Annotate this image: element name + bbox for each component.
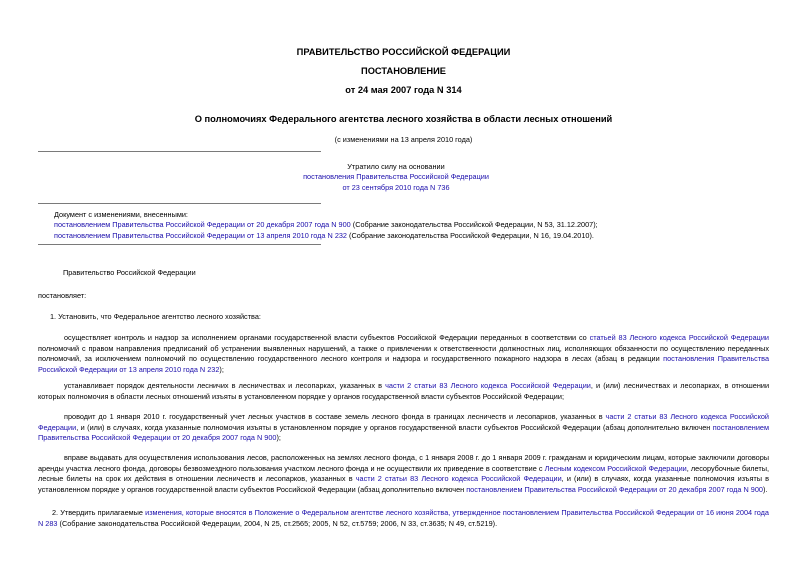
- article-83-part-2-link[interactable]: части 2 статьи 83 Лесного кодекса Российской Федерации: [385, 381, 591, 390]
- decree-232-link[interactable]: постановления Правительства Российской Федерации от 13 апреля 2010 года N 232: [38, 354, 770, 374]
- expired-basis-link[interactable]: постановления Правительства Российской Федерации: [303, 172, 489, 182]
- forest-code-link[interactable]: Лесным кодексом Российской Федерации: [544, 463, 687, 473]
- decree-900-link[interactable]: постановлением Правительства Российской Федерации от 20 декабря 2007 года N 900: [38, 422, 769, 442]
- change-link-232[interactable]: постановлением Правительства Российской Федерации от 13 апреля 2010 года N 232: [54, 230, 347, 240]
- changes-block: [54, 210, 774, 241]
- paragraph-1: 1. Установить, что Федеральное агентство лесного хозяйства:: [50, 312, 261, 321]
- decree-900-link[interactable]: постановлением Правительства Российской Федерации от 20 декабря 2007 года N 900: [466, 484, 763, 494]
- government-line: Правительство Российской Федерации: [63, 268, 196, 277]
- expired-note: [300, 162, 492, 193]
- change-item: постановлением Правительства Российской Федерации от 20 декабря 2007 года N 900 (Собрание законодательства Российской Федерации, N 53, 31.12.2007);: [54, 220, 598, 230]
- paragraph-2: 2. Утвердить прилагаемые изменения, которые вносятся в Положение о Федеральном агентстве лесного хозяйства, утвержденное постановлением Правительства Российской Федерации от 16 июня 2004 года N 283 (Собрание законодательства Российской Федерации, 2004, N 25, ст.2565; 2005, N 52, ст.5759; 2006, N 33, ст.3635; N 49, ст.5219).: [38, 508, 769, 528]
- change-link-900[interactable]: постановлением Правительства Российской Федерации от 20 декабря 2007 года N 900: [54, 220, 351, 230]
- document-title: О полномочиях Федерального агентства лесного хозяйства в области лесных отношений: [194, 114, 613, 124]
- separator-line: [38, 151, 321, 152]
- clause-state-accounting: проводит до 1 января 2010 г. государственный учет лесных участков в составе земель лесного фонда в границах лесничеств и лесопарков, указанных в части 2 статьи 83 Лесного кодекса Российской Федерации, и (или) в случаях, когда указанные полномочия изъяты в установленном порядке у органов государственной власти субъектов Российской Федерации (абзац дополнительно включен постановлением Правительства Российской Федерации от 20 декабря 2007 года N 900);: [38, 412, 769, 442]
- amendment-note: (с изменениями на 13 апреля 2010 года): [334, 135, 473, 144]
- article-83-part-2-link[interactable]: части 2 статьи 83 Лесного кодекса Российской Федерации: [38, 412, 769, 432]
- article-83-part-2-link[interactable]: части 2 статьи 83 Лесного кодекса Российской Федерации: [355, 474, 562, 483]
- clause-forester-procedure: устанавливает порядок деятельности лесничих в лесничествах и лесопарках, указанных в части 2 статьи 83 Лесного кодекса Российской Федерации, и (или) лесничествах и лесопарках, в отношении которых полномочия в области лесных отношений изъяты в установленном порядке у органов государственной власти субъектов Российской Федерации;: [38, 381, 770, 401]
- separator-line: [38, 244, 321, 245]
- regulation-changes-link[interactable]: изменения, которые вносятся в Положение о Федеральном агентстве лесного хозяйства, утвержденное постановлением Правительства Российской Федерации от 16 июня 2004 года N 283: [38, 508, 769, 528]
- clause-issue-tickets: вправе выдавать для осуществления использования лесов, расположенных на землях лесного фонда, с 1 января 2008 г. до 1 января 2009 г. гражданам и юридическим лицам, которые заключили договоры аренды участка лесного фонда, договоры безвозмездного пользования участком лесного фонда и не осуществили их приведение в соответствие с Лесным кодексом Российской Федерации, лесорубочные билеты, лесные билеты на срок их действия в отношении лесничеств и лесопарков, указанных в части 2 статьи 83 Лесного кодекса Российской Федерации, и (или) в случаях, когда указанные полномочия изъяты в установленном порядке у органов государственной власти субъектов Российской Федерации (абзац дополнительно включен постановлением Правительства Российской Федерации от 20 декабря 2007 года N 900).: [38, 453, 770, 494]
- resolves-line: постановляет:: [38, 291, 87, 300]
- changes-intro: Документ с изменениями, внесенными:: [54, 210, 188, 219]
- government-heading: ПРАВИТЕЛЬСТВО РОССИЙСКОЙ ФЕДЕРАЦИИ: [296, 47, 511, 57]
- document-date-number: от 24 мая 2007 года N 314: [345, 85, 462, 95]
- separator-line: [38, 203, 321, 204]
- document-type: ПОСТАНОВЛЕНИЕ: [361, 66, 446, 76]
- article-83-link[interactable]: статьей 83 Лесного кодекса Российской Федерации: [589, 333, 769, 342]
- clause-control-supervision: осуществляет контроль и надзор за исполнением органами государственной власти субъектов Российской Федерации переданных в соответствии со статьей 83 Лесного кодекса Российской Федерации полномочий с правом направления предписаний об устранении выявленных нарушений, а также о привлечении к ответственности должностных лиц, исполняющих обязанности по осуществлению переданных полномочий, за исключением полномочий по осуществлению государственного лесного контроля и надзора и государственного пожарного надзора в лесах (абзац в редакции постановления Правительства Российской Федерации от 13 апреля 2010 года N 232);: [38, 333, 770, 374]
- expired-basis-date-link[interactable]: от 23 сентября 2010 года N 736: [342, 182, 450, 192]
- change-item: постановлением Правительства Российской Федерации от 13 апреля 2010 года N 232 (Собрание законодательства Российской Федерации, N 16, 19.04.2010).: [54, 230, 594, 240]
- expired-basis-text: Утратило силу на основании: [347, 162, 445, 171]
